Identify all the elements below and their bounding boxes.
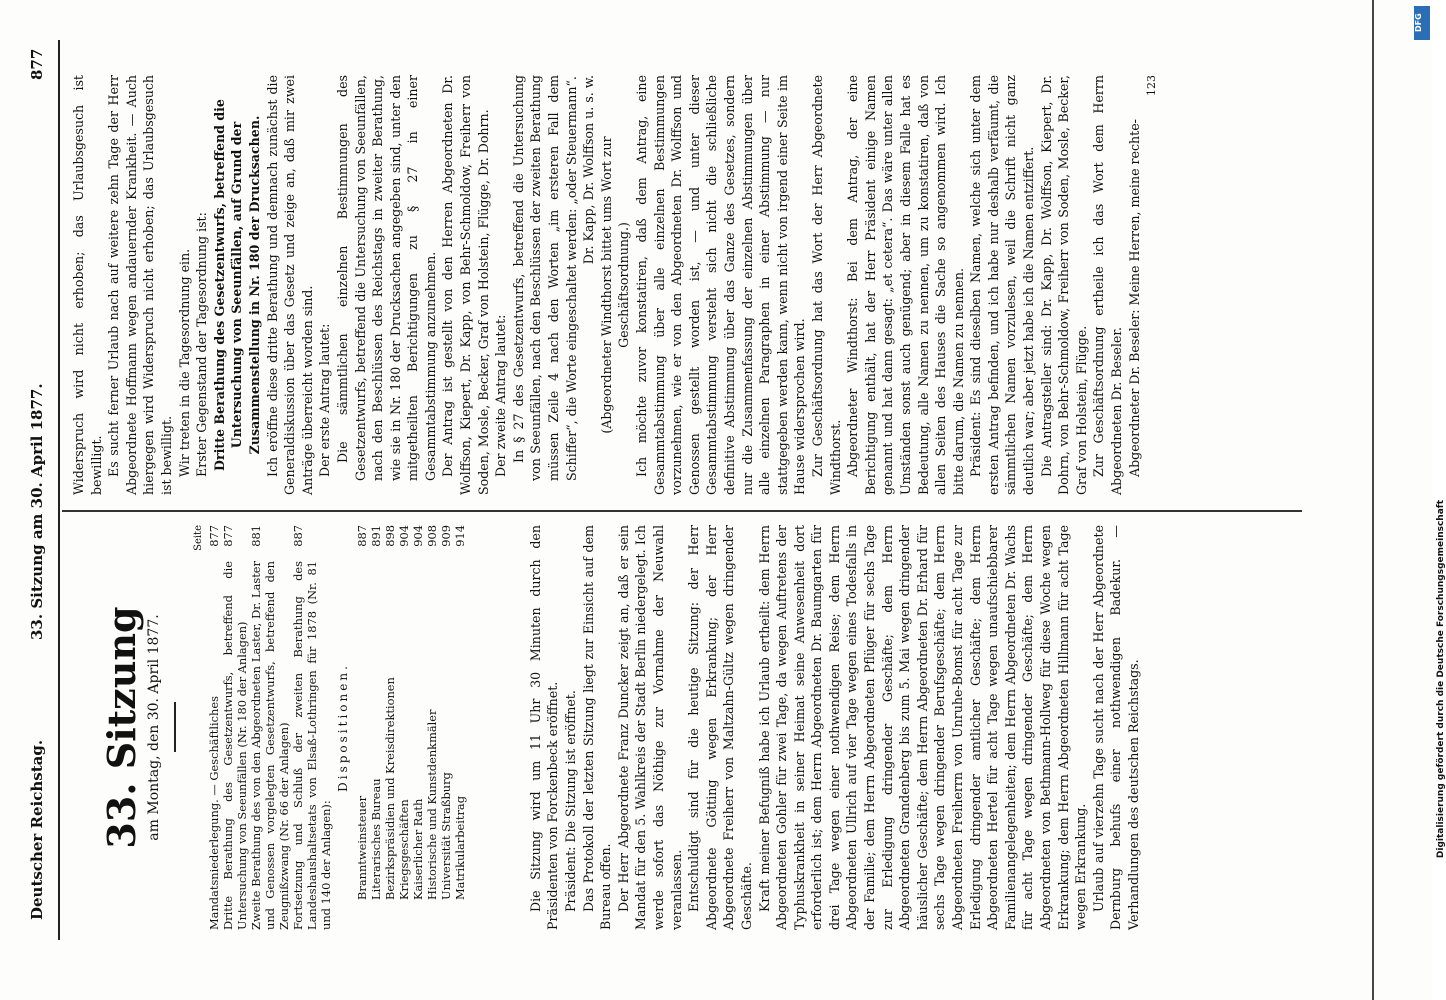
paragraph: Wir treten in die Tagesordnung ein.: [176, 248, 192, 477]
toc-page: 877: [221, 525, 236, 547]
toc-table: [207, 525, 333, 930]
session-subtitle: am Montag, den 30. April 1877.: [146, 614, 162, 841]
paragraph: Urlaub auf vierzehn Tage sucht nach der Herr Abgeordnete Dernburg behufs einer nothwendigen Badekur. — Verhandlungen des deutschen Reichstags.: [1090, 525, 1141, 930]
toc-row: [439, 525, 453, 930]
toc-seite-label: Seite: [192, 525, 204, 551]
toc-page: 887: [291, 525, 306, 547]
header-center: 33. Sitzung am 30. April 1877.: [28, 383, 46, 640]
paragraph: Zur Geschäftsordnung hat das Wort der Herr Abgeordnete Windthorst.: [809, 75, 843, 495]
toc-page: 898: [382, 525, 397, 547]
header-rule: [58, 40, 60, 940]
toc-page: 908: [424, 525, 439, 547]
stage-note: (Abgeordneter Windthorst bittet ums Wort zur Geschäftsordnung.): [598, 136, 632, 434]
toc-page: 877: [207, 525, 222, 547]
toc-text: Literarisches Bureau: [368, 778, 383, 900]
title-rule: [174, 703, 176, 753]
header-left: Deutscher Reichstag.: [28, 739, 46, 920]
toc-page: 904: [396, 525, 411, 547]
toc-row: [291, 525, 333, 930]
opening-paragraph: Die Sitzung wird um 11 Uhr 30 Minuten durch den Präsidenten von Forckenbeck eröffnet.: [527, 525, 561, 930]
paragraph: Der zweite Antrag lautet:: [493, 314, 509, 477]
toc-text: Universität Straßburg: [438, 772, 453, 900]
paragraph: Der Herr Abgeordnete Franz Duncker zeigt an, daß er sein Mandat für den 5. Wahlkreis der Stadt Berlin niedergelegt. Ich werde sofort das Nöthige zur Vornahme der Neuwahl veranlassen.: [615, 525, 684, 930]
toc-row: [249, 525, 291, 930]
paragraph: Abgeordneter Dr. Beseler: Meine Herren, meine rechte-: [1126, 119, 1142, 477]
paragraph: Kraft meiner Befugniß habe ich Urlaub ertheilt: dem Herrn Abgeordneten Gohler für zwei Tage, da wegen Auftretens der Typhuskrankheit in seiner Heimat seine Anwesenheit dort erforderlich ist; dem Herrn Abgeordneten Dr. Baumgarten für drei Tage wegen einer nothwendigen Reise; dem Herrn Abgeordneten Ullrich auf vier Tage wegen eines Todesfalls in der Familie; dem Herrn Abgeordneten Pflüger für sechs Tage zur Erledigung dringender Geschäfte; dem Herrn Abgeordneten Grandenberg bis zum 5. Mai wegen dringender häuslicher Geschäfte; dem Herrn Abgeordneten Dr. Erhard für sechs Tage wegen dringender Berufsgeschäfte; dem Herrn Abgeordneten Freiherrn von Unruhe-Bomst für acht Tage zur Erledigung dringender amtlicher Geschäfte; dem Herrn Abgeordneten Hertel für acht Tage wegen unaufschiebbarer Familienangelegenheiten; dem Herrn Abgeordneten Dr. Wachs für acht Tage wegen dringender Geschäfte; dem Herrn Abgeordneten von Bethmann-Hollweg für diese Woche wegen Erkrankung; dem Herrn Abgeordneten Hillmann für acht Tage wegen Erkrankung.: [756, 525, 1089, 930]
toc-row: [207, 525, 221, 930]
motion-text: Die sämmtlichen einzelnen Bestimmungen des Gesetzentwurfs, betreffend die Untersuchung von Seeunfällen, nach den Beschlüssen des Reichstags in zweiter Berathung, wie sie in Nr. 180 der Drucksachen angegeben sind, unter den mitgetheilten Berichtigungen zu § 27 in einer Gesammtabstimmung anzunehmen.: [334, 75, 438, 481]
toc-row: [355, 525, 369, 930]
paragraph: Ich eröffne diese dritte Berathung und demnach zunächst die Generaldiskussion über das Gesetz und zeige an, daß mir zwei Anträge überreicht worden sind.: [264, 75, 315, 495]
paragraph: Ich möchte zuvor konstatiren, daß dem Antrag, eine Gesammtabstimmung über alle einzelnen Bestimmungen vorzunehmen, wie er von den Abgeordneten Dr. Wolffson und Genossen gestellt worden ist, — und unter dieser Gesammtabstimmung versteht sich nicht die schließliche definitive Abstimmung über das Ganze des Gesetzes, sondern nur die Zusammenfassung der einzelnen Abstimmungen über alle einzelnen Paragraphen in einer Abstimmung — nur stattgegeben werden kann, wenn nicht von irgend einer Seite im Hause widersprochen wird.: [634, 75, 808, 495]
paragraph: Zur Geschäftsordnung ertheile ich das Wort dem Herrn Abgeordneten Dr. Beseler.: [1091, 75, 1125, 495]
toc-page: 887: [354, 525, 369, 547]
toc-text: Mandatsniederlegung. — Geschäftliches: [207, 696, 222, 930]
motion-text: In § 27 des Gesetzentwurfs, betreffend die Untersuchung von Seeunfällen, nach den Beschlüssen der zweiten Berathung müssen Zeile 4 nach den Worten „im ersteren Fall dem Schiffer“, die Worte eingeschaltet werden: „oder Steuermann“.: [510, 75, 579, 481]
toc-row: [397, 525, 411, 930]
dispositionen-heading: Dispositionen.: [336, 663, 351, 792]
paragraph: Es sucht ferner Urlaub nach auf weitere zehn Tage der Herr Abgeordnete Hoffmann wegen andauernder Krankheit. — Auch hiergegen wird Widerspruch nicht erhoben; das Urlaubsgesuch ist bewilligt.: [106, 75, 174, 495]
dfg-logo: DFG: [1414, 6, 1430, 40]
paragraph: Erster Gegenstand der Tagesordnung ist:: [194, 212, 210, 477]
toc-text: Historische und Kunstdenkmäler: [424, 709, 439, 900]
toc-page: 891: [368, 525, 383, 547]
toc-text: Branntweinsteuer: [354, 795, 369, 900]
toc-text: Fortsetzung und Schluß der zweiten Berathung des Landeshaushaltsetats von Elsaß-Lothringen für 1878 (Nr. 81 und 140 der Anlagen):: [291, 561, 334, 930]
header-page-number: 877: [28, 48, 46, 80]
toc-row: [221, 525, 249, 930]
spacer: [467, 525, 527, 930]
running-header: [24, 0, 52, 1000]
sheet-number: 123: [1145, 75, 1159, 96]
toc-text: Kaiserlicher Rath: [410, 798, 425, 900]
toc-row: [411, 525, 425, 930]
signatories: Dr. Kapp, Dr. Wolffson u. s. w.: [581, 75, 597, 265]
toc-page: 914: [452, 525, 467, 547]
digitization-credit: [1420, 0, 1446, 1000]
toc-text: Bezirkspräsidien und Kreisdirektionen: [382, 677, 397, 900]
paragraph: Der Antrag ist gestellt von den Herren Abgeordneten Dr. Wolffson, Kiepert, Dr. Kapp, von Behr-Schmoldow, Freiherr von Soden, Mosle, Becker, Graf von Holstein, Flügge, Dr. Dohrn.: [440, 75, 491, 495]
right-column: [70, 75, 1161, 495]
toc-text: Kriegsgeschäften: [396, 799, 411, 900]
toc-page: 904: [410, 525, 425, 547]
toc-text: Zweite Berathung des von den Abgeordneten Laster, Dr. Laster und Genossen vorgelegten Gesetzentwurfs, betreffend den Zeugnißzwang (Nr. 66 der Anlagen): [249, 561, 292, 930]
paragraph: Die Antragsteller sind: Dr. Kapp, Dr. Wolffson, Kiepert, Dr. Dohrn, von Behr-Schmoldow, Freiherr von Soden, Mosle, Becker, Graf von Holstein, Flügge.: [1038, 75, 1089, 495]
dispositionen-table: [355, 525, 467, 930]
paragraph: Der erste Antrag lautet:: [317, 323, 333, 477]
toc-page: 909: [438, 525, 453, 547]
paragraph: Widerspruch wird nicht erhoben; das Urlaubsgesuch ist bewilligt.: [71, 75, 104, 495]
toc-row: [369, 525, 383, 930]
paragraph: Präsident: Es sind dieselben Namen, welche sich unter dem ersten Antrag befinden, und ich habe nur deshalb verfäumt, die sämmtlichen Namen vorzulesen, weil die Schrift nicht ganz deutlich war; aber jetzt habe ich die Namen entziffert.: [968, 75, 1037, 495]
toc-page: 881: [249, 525, 264, 547]
toc-row: [425, 525, 439, 930]
column-divider: [62, 510, 1302, 512]
paragraph: Entschuldigt sind für die heutige Sitzung: der Herr Abgeordnete Götting wegen Erkrankung; der Herr Abgeordnete Freiherr von Maltzahn-Gültz wegen dringender Geschäfte.: [686, 525, 754, 930]
paragraph: Das Protokoll der letzten Sitzung liegt zur Einsicht auf dem Bureau offen.: [580, 525, 614, 930]
agenda-item: Dritte Berathung des Gesetzentwurfs, betreffend die Untersuchung von Seeunfällen, auf Grund der Zusammenstellung in Nr. 180 der Drucksachen.: [211, 99, 262, 471]
credit-text: Digitalisierung gefördert durch die Deutsche Forschungsgemeinschaft: [1436, 500, 1446, 859]
toc-row: [453, 525, 467, 930]
toc-row: [383, 525, 397, 930]
toc-text: Dritte Berathung des Gesetzentwurfs, betreffend die Untersuchung von Seeunfällen (Nr. 180 der Anlagen): [221, 561, 250, 930]
page-edge: [1372, 0, 1374, 1000]
paragraph: Abgeordneter Windthorst: Bei dem Antrag, der eine Berichtigung enthält, hat der Herr Präsident einige Namen genannt und hat dann gesagt: „et cetera“. Das wäre unter allen Umständen sonst auch genügend; aber in diesem Falle hat es Bedeutung, alle Namen zu nennen, um zu konstatiren, daß von allen Seiten des Hauses die Sache so angenommen wird. Ich bitte darum, die Namen zu nennen.: [845, 75, 966, 495]
toc-text: Matrikularbeitrag: [452, 795, 467, 900]
paragraph: Präsident: Die Sitzung ist eröffnet.: [562, 690, 578, 912]
session-title: 33. Sitzung: [99, 606, 144, 849]
left-column: [70, 525, 1143, 930]
